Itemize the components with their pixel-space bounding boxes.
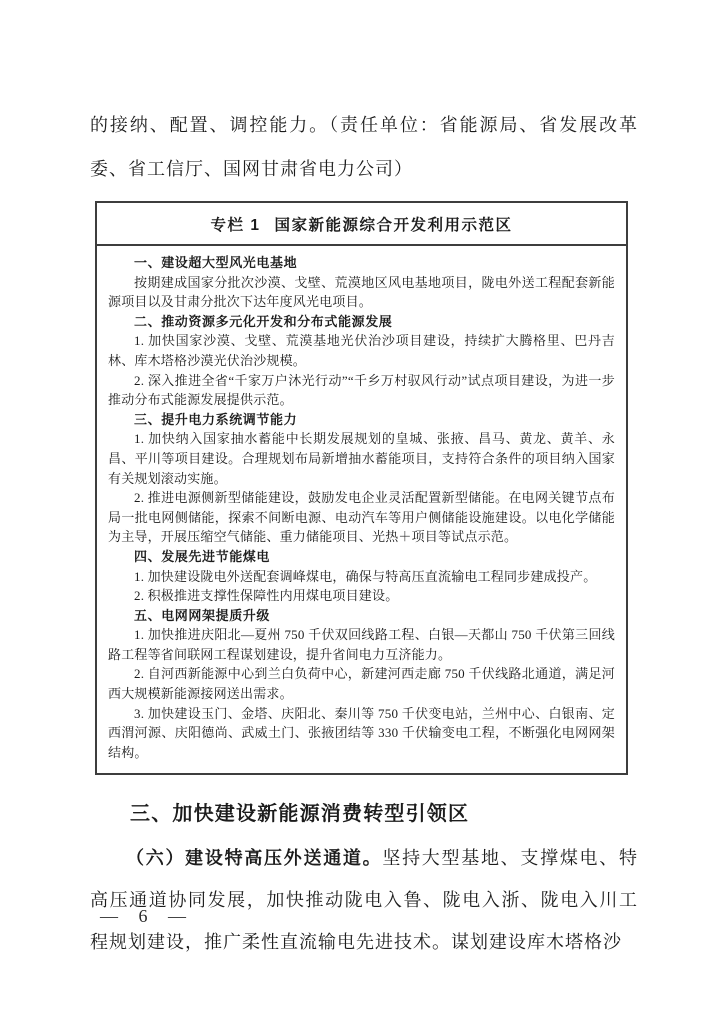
panel-section-4-paragraph: 2. 积极推进支撑性保障性内用煤电项目建设。 [134, 588, 399, 604]
panel-title [97, 203, 626, 246]
paragraph-lead-in: （六）建设特高压外送通道。 [126, 848, 383, 869]
closing-paragraph [90, 837, 638, 963]
intro-paragraph: 的接纳、配置、调控能力。（责任单位：省能源局、省发展改革委、省工信厅、国网甘肃省电力公司） [90, 115, 638, 179]
panel-section-1-paragraph: 按期建成国家分批次沙漠、戈壁、荒漠地区风电基地项目，陇电外送工程配套新能源项目以及甘肃分批次下达年度风光电项目。 [108, 274, 615, 310]
panel-section-4-paragraph: 1. 加快建设陇电外送配套调峰煤电，确保与特高压直流输电工程同步建成投产。 [134, 568, 597, 584]
page-number: — 6 — [100, 906, 188, 926]
panel-section-3-paragraph: 1. 加快纳入国家抽水蓄能中长期发展规划的皇城、张掖、昌马、黄龙、黄羊、永昌、平川等项目建设。合理规划布局新增抽水蓄能项目，支持符合条件的项目纳入国家有关规划滚动实施。 [108, 431, 615, 486]
panel-section-1-heading: 一、建设超大型风光电基地 [134, 255, 298, 270]
panel-section-2-heading: 二、推动资源多元化开发和分布式能源发展 [134, 313, 393, 329]
column-panel [95, 201, 628, 775]
panel-section-3-heading: 三、提升电力系统调节能力 [134, 411, 298, 427]
panel-section-2-paragraph: 1. 加快国家沙漠、戈壁、荒漠基地光伏治沙项目建设，持续扩大腾格里、巴丹吉林、库木塔格沙漠光伏治沙规模。 [108, 333, 615, 368]
panel-section-5-paragraph: 3. 加快建设玉门、金塔、庆阳北、秦川等 750 千伏变电站，兰州中心、白银南、定西渭河源、庆阳德尚、武威土门、张掖团结等 330 千伏输变电工程，不断强化电网网架结构。 [108, 705, 615, 760]
panel-section-5-paragraph: 2. 自河西新能源中心到兰白负荷中心，新建河西走廊 750 千伏线路北通道，满足河西大规模新能源接网送出需求。 [108, 666, 615, 702]
panel-title-text: 国家新能源综合开发利用示范区 [274, 217, 513, 234]
panel-section-5-paragraph: 1. 加快推进庆阳北—夏州 750 千伏双回线路工程、白银—天都山 750 千伏第三回线路工程等省间联网工程谋划建设，提升省间电力互济能力。 [108, 627, 615, 662]
panel-section-2-paragraph: 2. 深入推进全省“千家万户沐光行动”“千乡万村驭风行动”试点项目建设，为进一步推动分布式能源发展提供示范。 [108, 372, 615, 408]
section-heading-three: 三、加快建设新能源消费转型引领区 [130, 803, 470, 826]
panel-body [97, 246, 626, 773]
panel-section-5-heading: 五、电网网架提质升级 [134, 607, 271, 623]
paragraph-body-text: 坚持大型基地、支撑煤电、特高压通道协同发展，加快推动陇电入鲁、陇电入浙、陇电入川工程规划建设，推广柔性直流输电先进技术。谋划建设库木塔格沙 [90, 848, 638, 953]
page-content [90, 103, 638, 981]
panel-section-4-heading: 四、发展先进节能煤电 [134, 548, 271, 564]
panel-section-3-paragraph: 2. 推进电源侧新型储能建设，鼓励发电企业灵活配置新型储能。在电网关键节点布局一批电网侧储能，探索不间断电源、电动汽车等用户侧储能设施建设。以电化学储能为主导，开展压缩空气储能、重力储能项目、光热＋项目等试点示范。 [108, 490, 615, 545]
panel-label: 专栏 1 [210, 217, 261, 234]
